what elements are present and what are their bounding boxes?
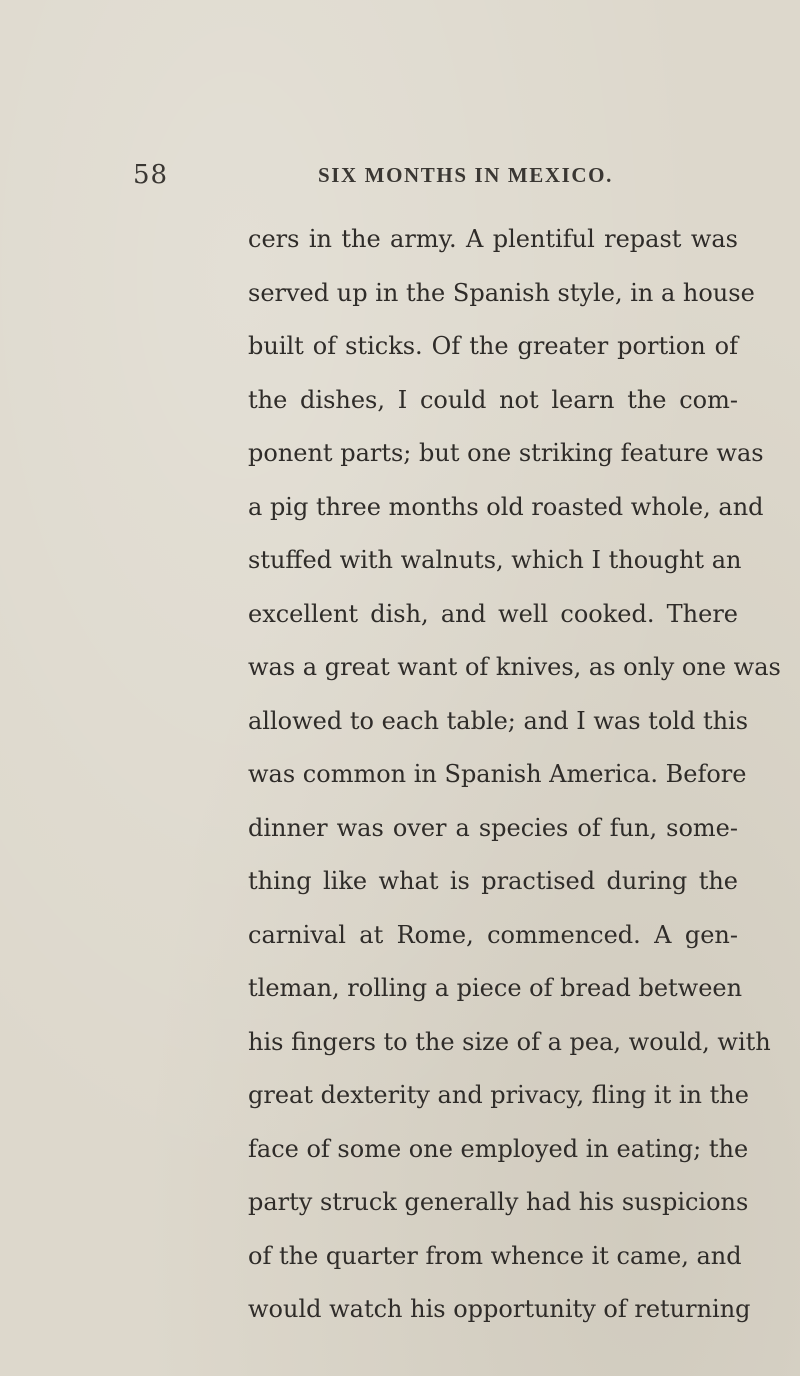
page-number: 58 <box>133 160 169 190</box>
running-title: SIX MONTHS IN MEXICO. <box>318 163 613 187</box>
text-line: his fingers to the size of a pea, would, with <box>248 1027 771 1056</box>
text-line: allowed to each table; and I was told this <box>248 706 749 735</box>
text-line: stuffed with walnuts, which I thought an <box>248 546 742 574</box>
text-line: great dexterity and privacy, fling it in the <box>248 1081 749 1109</box>
text-line: thing like what is practised during the <box>248 867 738 895</box>
text-line: of the quarter from whence it came, and <box>248 1241 742 1270</box>
text-line: the dishes, I could not learn the com- <box>248 385 738 414</box>
text-line: cers in the army. A plentiful repast was <box>248 225 738 253</box>
text-line: tleman, rolling a piece of bread between <box>248 974 743 1002</box>
text-line: face of some one employed in eating; the <box>248 1134 749 1163</box>
text-line: carnival at Rome, commenced. A gen- <box>248 920 738 949</box>
text-line: dinner was over a species of fun, some- <box>248 813 738 842</box>
text-line: a pig three months old roasted whole, and <box>248 492 764 521</box>
text-line: party struck generally had his suspicions <box>248 1188 749 1216</box>
text-line: ponent parts; but one striking feature was <box>248 439 764 467</box>
text-line: built of sticks. Of the greater portion of <box>248 332 738 360</box>
text-line: served up in the Spanish style, in a house <box>248 278 755 307</box>
text-line: was common in Spanish America. Before <box>248 760 747 788</box>
text-line: excellent dish, and well cooked. There <box>248 599 738 628</box>
text-line: was a great want of knives, as only one was <box>248 653 781 681</box>
body-text <box>248 214 781 1338</box>
running-head <box>0 160 800 200</box>
text-line: would watch his opportunity of returning <box>248 1295 751 1323</box>
